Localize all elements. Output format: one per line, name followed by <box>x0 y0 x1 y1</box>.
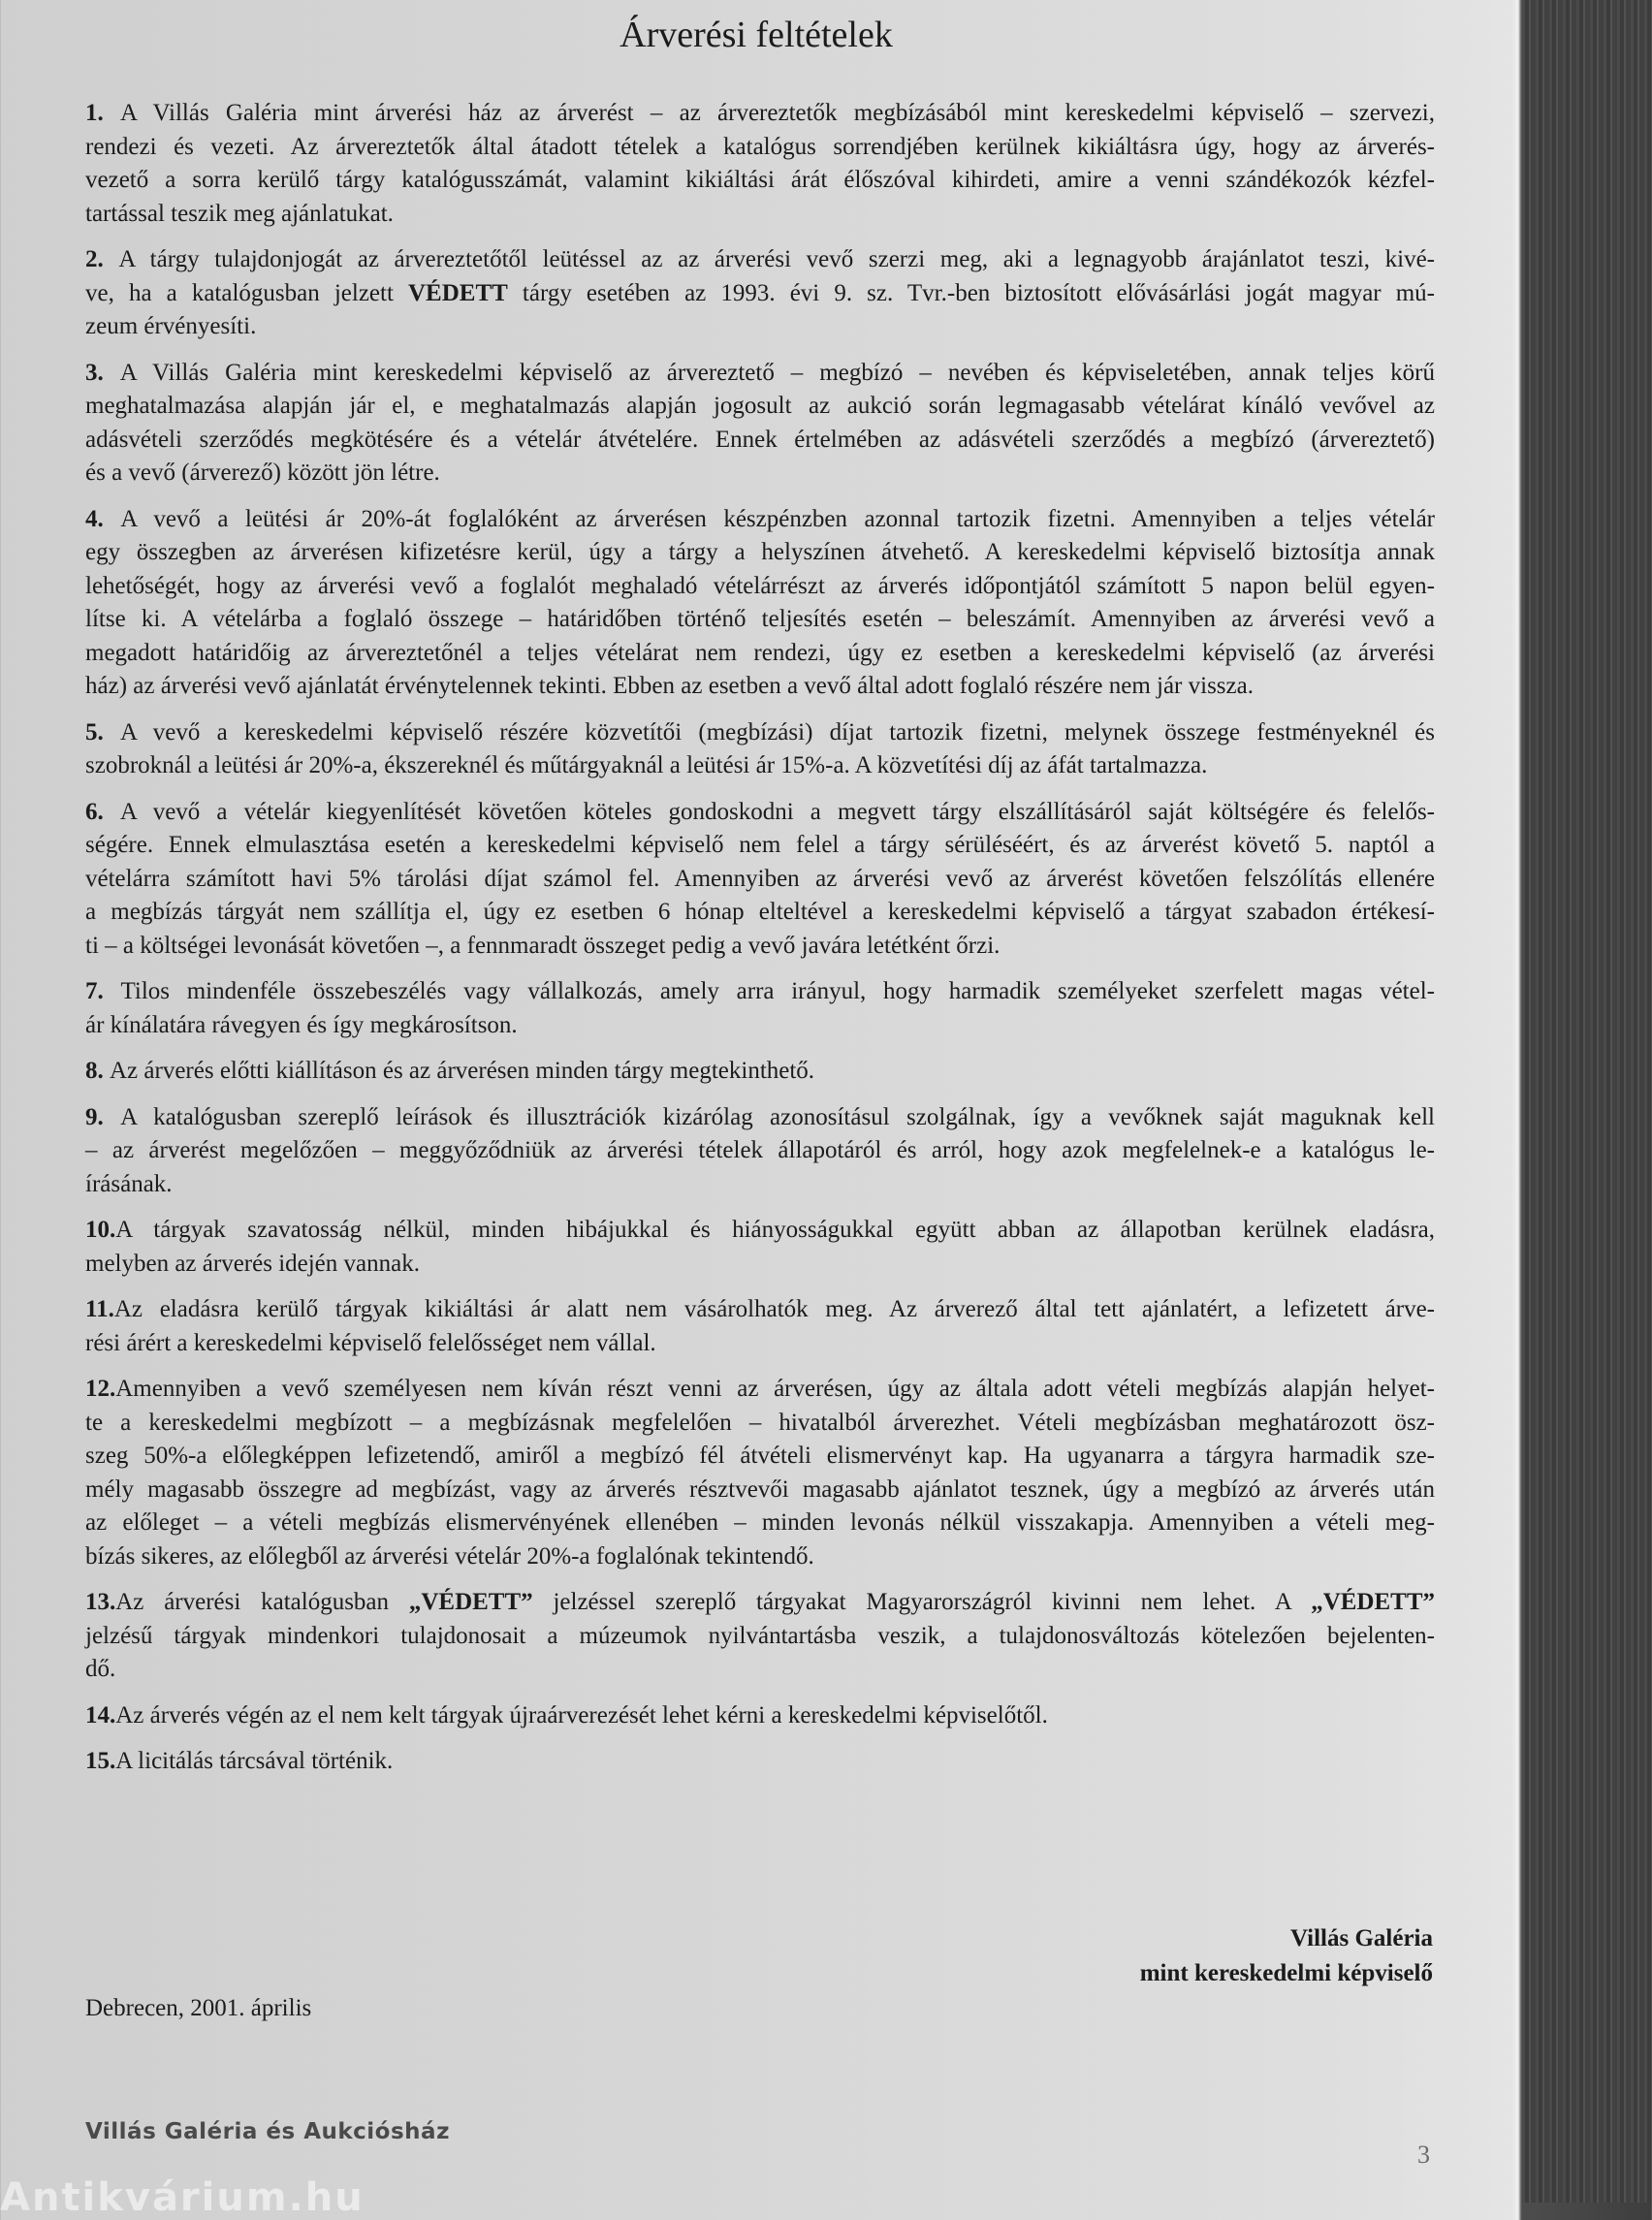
term-item <box>85 1745 1435 1779</box>
emphasis-text: VÉDETT <box>408 279 508 306</box>
term-item <box>85 503 1435 704</box>
term-text: Az árverés előtti kiállításon és az árverésen minden tárgy megtekinthető. <box>110 1058 815 1084</box>
term-number: 11. <box>85 1296 114 1322</box>
term-line <box>85 1293 1435 1327</box>
emphasis-text: „VÉDETT” <box>1311 1589 1435 1615</box>
term-line <box>85 896 1435 930</box>
term-line <box>85 198 1435 232</box>
emphasis-text: „VÉDETT” <box>408 1589 533 1615</box>
term-line <box>85 357 1435 391</box>
term-number: 1. <box>85 100 120 126</box>
term-text: tartással teszik meg ajánlatukat. <box>85 200 394 227</box>
term-number: 14. <box>85 1701 116 1728</box>
term-line <box>85 1440 1435 1474</box>
term-number: 8. <box>85 1058 110 1084</box>
term-item <box>85 1101 1435 1202</box>
term-number: 10. <box>85 1217 116 1243</box>
term-item <box>85 1214 1435 1281</box>
term-line <box>85 1620 1435 1654</box>
term-line <box>85 97 1435 131</box>
term-line <box>85 716 1435 750</box>
term-text: meghatalmazása alapján jár el, e meghatalmazás alapján jogosult az aukció során legmagasabb vételárat kínáló vevővel az <box>85 393 1435 419</box>
term-line <box>85 1248 1435 1282</box>
term-text: egy összegben az árverésen kifizetésre kerül, úgy a tárgy a helyszínen átvehető. A kereskedelmi képviselő biztosítja annak <box>85 539 1435 565</box>
term-text: A Villás Galéria mint árverési ház az árverést – az árvereztetők megbízásából mint kereskedelmi képviselő – szervezi, <box>120 100 1435 126</box>
term-text: és a vevő (árverező) között jön létre. <box>85 460 440 486</box>
term-line <box>85 670 1435 704</box>
term-line <box>85 1055 1435 1089</box>
term-text: megadott határidőig az árvereztetőnél a teljes vételárat nem rendezi, úgy ez esetben a kereskedelmi képviselő (az árverési <box>85 639 1435 666</box>
term-number: 9. <box>85 1103 121 1130</box>
term-line <box>85 243 1435 277</box>
term-line <box>85 829 1435 863</box>
term-text: vezető a sorra kerülő tárgy katalógusszámát, valamint kikiáltási árát élőszóval kihirdeti, amire a venni szándékozók kézfel- <box>85 167 1435 193</box>
term-text: A katalógusban szereplő leírások és illusztrációk kizárólag azonosításul szolgálnak, így a vevőknek saját maguknak kell <box>120 1103 1436 1130</box>
term-text: ségére. Ennek elmulasztása esetén a kereskedelmi képviselő nem felel a tárgy sérüléséért, és az árverést követő 5. naptól a <box>85 832 1435 858</box>
term-number: 7. <box>85 978 121 1004</box>
term-line <box>85 310 1435 344</box>
term-line <box>85 503 1435 537</box>
term-line <box>85 424 1435 458</box>
term-text: írásának. <box>85 1170 173 1197</box>
term-text: a megbízás tárgyát nem szállítja el, úgy ez esetben 6 hónap elteltével a kereskedelmi képviselő a tárgyat szabadon értékesí- <box>85 899 1435 925</box>
term-line <box>85 603 1435 637</box>
signature-role: mint kereskedelmi képviselő <box>1139 1960 1433 1986</box>
terms-list <box>85 97 1435 1792</box>
term-text: tárgy esetében az 1993. évi 9. sz. Tvr.-ben biztosított elővásárlási jogát magyar mú- <box>507 279 1435 306</box>
term-line <box>85 390 1435 424</box>
page-title: Árverési feltételek <box>620 15 893 55</box>
term-text: Amennyiben a vevő személyesen nem kíván részt venni az árverésen, úgy az általa adott vételi megbízás alapján helyet- <box>115 1376 1435 1402</box>
term-item <box>85 1055 1435 1089</box>
term-text: szobroknál a leütési ár 20%-a, ékszereknél és műtárgyaknál a leütési ár 15%-a. A közvetítési díj az áfát tartalmazza. <box>85 752 1208 778</box>
term-number: 12. <box>85 1376 116 1402</box>
term-text: dő. <box>85 1656 116 1682</box>
term-text: A licitálás tárcsával történik. <box>115 1748 394 1774</box>
term-text: zeum érvényesíti. <box>85 313 257 339</box>
term-text: rési árért a kereskedelmi képviselő felelősséget nem vállal. <box>85 1329 656 1356</box>
term-line <box>85 1134 1435 1168</box>
term-line <box>85 1009 1435 1043</box>
term-text: ve, ha a katalógusban jelzett <box>85 279 408 306</box>
term-text: A vevő a vételár kiegyenlítését követően köteles gondoskodni a megvett tárgy elszállításáról saját költségére és felelős- <box>119 798 1435 825</box>
term-line <box>85 1474 1435 1507</box>
term-text: Az árverési katalógusban <box>115 1589 409 1615</box>
term-text: A tárgy tulajdonjogát az árvereztetőtől leütéssel az az árverési vevő szerzi meg, aki a legnagyobb árajánlatot teszi, kivé- <box>118 246 1436 272</box>
term-item <box>85 97 1435 231</box>
term-line <box>85 277 1435 311</box>
term-line <box>85 796 1435 830</box>
term-text: A vevő a kereskedelmi képviselő részére közvetítői (megbízási) díjat tartozik fizetni, melynek összege festményeknél és <box>119 718 1436 745</box>
term-line <box>85 1699 1435 1733</box>
term-number: 13. <box>85 1589 116 1615</box>
term-text: melyben az árverés idején vannak. <box>85 1250 420 1277</box>
term-line <box>85 131 1435 165</box>
signature-name: Villás Galéria <box>1290 1925 1433 1951</box>
term-text: lehetőségét, hogy az árverési vevő a foglalót meghaladó vételárrészt az árverés időpontjától számított 5 napon belül egyen- <box>85 572 1435 599</box>
term-line <box>85 1101 1435 1135</box>
term-text: szeg 50%-a előlegképpen lefizetendő, amiről a megbízó fél átvételi elismervényt kap. Ha ugyanarra a tárgyra harmadik sze- <box>85 1443 1435 1469</box>
term-text: A vevő a leütési ár 20%-át foglalóként az árverésen készpénzben azonnal tartozik fizetni. Amennyiben a teljes vételár <box>120 505 1435 532</box>
term-line <box>85 975 1435 1009</box>
term-text: jelzéssel szereplő tárgyakat Magyarországról kivinni nem lehet. A <box>532 1589 1312 1615</box>
term-line <box>85 1506 1435 1540</box>
term-number: 3. <box>85 359 120 386</box>
term-text: A tárgyak szavatosság nélkül, minden hibájukkal és hiányosságukkal együtt abban az állapotban kerülnek eladásra, <box>115 1217 1435 1243</box>
term-item <box>85 1699 1435 1733</box>
page-number: 3 <box>1417 2141 1430 2169</box>
term-text: Az árverés végén az el nem kelt tárgyak újraárverezését lehet kérni a kereskedelmi képviselőtől. <box>115 1701 1048 1728</box>
term-number: 15. <box>85 1748 116 1774</box>
term-line <box>85 1653 1435 1687</box>
term-text: ház) az árverési vevő ajánlatát érvénytelennek tekinti. Ebben az esetben a vevő által adott foglaló részére nem jár vissza. <box>85 673 1254 699</box>
term-text: Az eladásra kerülő tárgyak kikiáltási ár alatt nem vásárolhatók meg. Az árverező által tett ajánlatért, a lefizetett árve- <box>113 1296 1435 1322</box>
term-text: adásvételi szerződés megkötésére és a vételár átvételére. Ennek értelmében az adásvételi szerződés a megbízó (árvereztető) <box>85 426 1435 453</box>
term-text: ár kínálatára rávegyen és így megkárosítson. <box>85 1011 518 1038</box>
term-line <box>85 863 1435 897</box>
term-item <box>85 975 1435 1042</box>
term-number: 5. <box>85 718 120 745</box>
term-line <box>85 1540 1435 1574</box>
book-spine-edge <box>1522 0 1652 2203</box>
term-text: Tilos mindenféle összebeszélés vagy vállalkozás, amely arra irányul, hogy harmadik személyeket szerfelett magas vétel- <box>120 978 1435 1004</box>
term-text: bízás sikeres, az előlegből az árverési vételár 20%-a foglalónak tekintendő. <box>85 1542 814 1570</box>
term-text: te a kereskedelmi megbízott – a megbízásnak megfelelően – hivatalból árverezhet. Vételi megbízásban meghatározott ösz- <box>85 1409 1435 1436</box>
term-text: mély magasabb összegre ad megbízást, vagy az árverés résztvevői magasabb ajánlatot tesznek, úgy a megbízó az árverés után <box>85 1475 1435 1503</box>
term-line <box>85 1327 1435 1361</box>
term-line <box>85 457 1435 491</box>
term-item <box>85 1373 1435 1573</box>
term-line <box>85 1168 1435 1202</box>
term-line <box>85 1586 1435 1620</box>
term-item <box>85 1293 1435 1360</box>
term-line <box>85 1373 1435 1407</box>
term-number: 6. <box>85 798 120 825</box>
term-text: A Villás Galéria mint kereskedelmi képviselő az árvereztető – megbízó – nevében és képviseletében, annak teljes körű <box>119 359 1435 386</box>
signature-block <box>1140 1921 1433 1991</box>
term-text: vételárra számított havi 5% tárolási díjat számol fel. Amennyiben az árverési vevő az árverést követően felszólítás ellenére <box>85 865 1435 892</box>
term-item <box>85 716 1435 783</box>
term-item <box>85 357 1435 491</box>
place-date: Debrecen, 2001. április <box>85 1995 312 2021</box>
term-text: jelzésű tárgyak mindenkori tulajdonosait a múzeumok nyilvántartásba veszik, a tulajdonosváltozás kötelezően bejelenten- <box>85 1622 1435 1649</box>
term-line <box>85 1407 1435 1441</box>
term-line <box>85 164 1435 198</box>
footer-publisher: Villás Galéria és Aukciósház <box>85 2119 450 2144</box>
term-number: 4. <box>85 505 121 532</box>
term-line <box>85 1745 1435 1779</box>
term-text: ti – a költségei levonását követően –, a fennmaradt összeget pedig a vevő javára letétként őrzi. <box>85 932 1001 959</box>
term-text: lítse ki. A vételárba a foglaló összege – határidőben történő teljesítés esetén – beleszámít. Amennyiben az árverési vevő a <box>85 606 1435 632</box>
term-text: rendezi és vezeti. Az árvereztetők által átadott tételek a katalógus sorrendjében kerülnek kikiáltásra úgy, hogy az árverés- <box>85 133 1435 160</box>
term-line <box>85 637 1435 671</box>
term-line <box>85 536 1435 570</box>
term-number: 2. <box>85 246 119 272</box>
term-line <box>85 1214 1435 1248</box>
watermark: Antikvárium.hu <box>0 2175 365 2220</box>
term-item <box>85 796 1435 964</box>
term-line <box>85 749 1435 783</box>
term-item <box>85 243 1435 344</box>
term-text: – az árverést megelőzően – meggyőződniük az árverési tételek állapotáról és arról, hogy azok megfelelnek-e a katalógus le- <box>85 1137 1435 1163</box>
term-line <box>85 930 1435 964</box>
term-line <box>85 570 1435 604</box>
term-item <box>85 1586 1435 1687</box>
term-text: az előleget – a vételi megbízás elismervényének ellenében – minden levonás nélkül visszakapja. Amennyiben a vételi meg- <box>85 1509 1435 1536</box>
